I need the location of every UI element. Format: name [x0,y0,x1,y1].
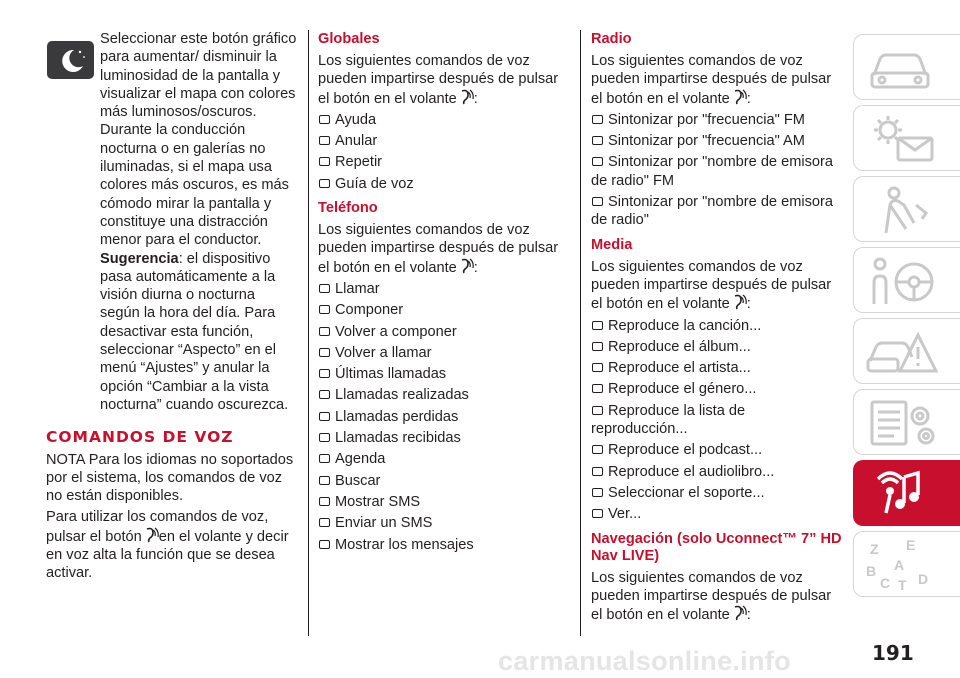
list-item-label: Ver... [608,506,642,523]
tab-starting-driving[interactable] [853,247,960,313]
heading-navegacion: Navegación (solo Uconnect™ 7” HD Nav LIVE) [591,530,842,564]
list-item [318,386,570,404]
usage-text-before: Para utilizar los comandos de voz, pulsar el botón [46,509,269,545]
checkbox-bullet [319,518,330,527]
list-item-label: Volver a componer [335,323,457,340]
list-item [591,484,843,502]
tab-safety[interactable] [853,176,960,242]
usage-paragraph [46,508,298,582]
checkbox-bullet [592,363,603,372]
list-item-label: Sintonizar por "nombre de emisora de radio" FM [591,154,834,189]
column-left [46,30,298,586]
column-divider [308,30,309,636]
tip-text: : el dispositivo pasa automáticamente a la visión diurna o nocturna según la hora del día. Para desactivar esta función, seleccionar “Aspecto” en el menú “Ajustes” y anular la opción “Cambiar a la vista nocturna” cuando oscurezca. [100,250,289,413]
telefono-intro-text: Los siguientes comandos de voz pueden impartirse después de pulsar el botón en el volante [318,222,559,276]
list-item [318,493,570,511]
car-dashboard-icon [864,41,944,95]
list-item [591,402,843,439]
list-item-label: Reproduce la lista de reproducción... [591,402,746,438]
alphabetical-index-icon [864,538,944,592]
list-item-label: Guía de voz [335,175,414,192]
nav-intro-text: Los siguientes comandos de voz pueden impartirse después de pulsar el botón en el volante [591,569,832,624]
list-item [318,175,570,193]
tip-label: Sugerencia [100,250,179,267]
list-item [318,429,570,447]
list-item-label: Repetir [335,154,383,171]
list-item-label: Anular [335,133,378,150]
checkbox-bullet [592,197,603,206]
list-item [591,505,843,523]
voice-button-icon [457,89,474,105]
svg-text:B: B [866,563,877,579]
heading-media: Media [591,236,633,253]
list-item-label: Buscar [335,472,381,489]
list-item [591,193,843,230]
checkbox-bullet [592,157,603,166]
telefono-intro [318,221,570,277]
list-item-label: Sintonizar por "frecuencia" AM [608,133,805,150]
list-item [318,323,570,341]
list-item-label: Agenda [335,451,386,468]
list-item-label: Sintonizar por "frecuencia" FM [608,111,805,128]
tab-emergency[interactable] [853,318,960,384]
watermark: carmanualsonline.info [498,646,791,676]
voice-button-icon [457,258,474,274]
list-item-label: Reproduce el artista... [608,360,751,377]
media-intro [591,258,843,314]
list-item-label: Sintonizar por "nombre de emisora de radio" [591,194,834,229]
checkbox-bullet [319,390,330,399]
list-item [318,450,570,468]
list-item-label: Reproduce el álbum... [608,338,751,355]
list-item-label: Mostrar SMS [335,493,421,510]
column-right [591,30,843,627]
radio-intro [591,52,843,108]
list-item-label: Enviar un SMS [335,515,433,532]
checkbox-bullet [319,540,330,549]
radio-intro-text: Los siguientes comandos de voz pueden impartirse después de pulsar el botón en el volante [591,53,832,107]
list-item-label: Volver a llamar [335,344,432,361]
night-mode-button-icon [47,41,94,79]
checkbox-bullet [319,305,330,314]
checkbox-bullet [319,115,330,124]
list-item-label: Ayuda [335,111,377,128]
colon: : [473,90,478,107]
list-item-label: Reproduce el género... [608,381,757,398]
list-item [591,463,843,481]
tab-multimedia[interactable] [853,460,960,526]
checkbox-bullet [319,497,330,506]
list-item [318,301,570,319]
page-number: 191 [872,641,914,665]
checkbox-bullet [592,445,603,454]
globales-intro-text: Los siguientes comandos de voz pueden impartirse después de pulsar el botón en el volante [318,53,559,107]
tab-maintenance[interactable] [853,389,960,455]
list-item [318,365,570,383]
list-item [591,441,843,459]
voice-button-icon [730,605,747,621]
checkbox-bullet [319,327,330,336]
svg-text:T: T [898,577,907,592]
list-item-label: Seleccionar el soporte... [608,484,765,501]
warning-lights-icon [864,112,944,166]
checkbox-bullet [592,509,603,518]
tab-index[interactable] [853,531,960,597]
media-intro-text: Los siguientes comandos de voz pueden impartirse después de pulsar el botón en el volante [591,258,832,313]
section-title-voice-commands: COMANDOS DE VOZ [46,428,234,447]
colon: : [473,259,478,276]
voice-button-icon [730,89,747,105]
checkbox-bullet [319,412,330,421]
tab-warning-lights[interactable] [853,105,960,171]
checkbox-bullet [319,454,330,463]
list-item [318,132,570,150]
svg-text:A: A [894,557,905,573]
nav-intro [591,569,843,625]
list-item [591,153,843,190]
voice-button-icon [142,527,159,543]
list-item-label: Mostrar los mensajes [335,536,474,553]
checkbox-bullet [592,488,603,497]
list-item [591,111,843,129]
list-item [591,132,843,150]
breakdown-triangle-icon [864,325,944,379]
multimedia-icon [864,467,944,521]
checkbox-bullet [592,406,603,415]
list-item [318,408,570,426]
checkbox-bullet [319,433,330,442]
globales-intro [318,52,570,108]
night-mode-paragraph [46,30,298,414]
checkbox-bullet [592,384,603,393]
heading-globales: Globales [318,31,380,47]
heading-telefono: Teléfono [318,200,378,217]
list-item-label: Llamadas realizadas [335,387,469,404]
svg-text:Z: Z [870,541,879,557]
tab-dashboard[interactable] [853,34,960,100]
list-item [591,380,843,398]
list-item-label: Llamadas recibidas [335,430,461,447]
list-item [318,153,570,171]
list-item-label: Reproduce el podcast... [608,442,763,459]
list-item [318,111,570,129]
list-item [318,472,570,490]
svg-text:C: C [880,575,891,591]
key-steering-wheel-icon [864,254,944,308]
checkbox-bullet [319,179,330,188]
checkbox-bullet [592,115,603,124]
checkbox-bullet [319,157,330,166]
checkbox-bullet [592,467,603,476]
usage-text-after: en el volante y decir en voz alta la función que se desea activar. [46,528,289,582]
list-item-label: Componer [335,302,404,319]
list-item [318,344,570,362]
colon: : [746,607,751,624]
checkbox-bullet [592,136,603,145]
svg-text:E: E [906,538,916,553]
note-text: NOTA Para los idiomas no soportados por el sistema, los comandos de voz no están disponibles. [46,451,294,505]
checkbox-bullet [592,342,603,351]
list-item-label: Reproduce el audiolibro... [608,463,775,480]
list-item [318,514,570,532]
colon: : [746,296,751,313]
checkbox-bullet [319,369,330,378]
checkbox-bullet [319,348,330,357]
checkbox-bullet [592,321,603,330]
checkbox-bullet [319,284,330,293]
list-item-label: Llamadas perdidas [335,408,459,425]
night-mode-text: Seleccionar este botón gráfico para aumentar/ disminuir la luminosidad de la pantalla y visualizar el mapa con colores más luminosos/oscuros. Durante la conducción nocturna o en galerías no iluminadas, si el mapa usa colores más oscuros, es más cómodo mirar la pantalla y constituye una distracción menor para el conductor. [100,31,297,249]
colon: : [746,90,751,107]
svg-text:D: D [918,571,929,587]
checkbox-bullet [319,476,330,485]
list-item [591,359,843,377]
list-item [318,536,570,554]
list-item [318,280,570,298]
heading-radio: Radio [591,31,632,47]
checkbox-bullet [319,136,330,145]
list-item [591,338,843,356]
column-divider [580,30,581,636]
list-item-label: Reproduce la canción... [608,317,762,334]
seatbelt-airbag-icon [864,183,944,237]
maintenance-specs-icon [864,396,944,450]
list-item-label: Últimas llamadas [335,366,447,383]
list-item-label: Llamar [335,280,380,297]
voice-button-icon [730,294,747,310]
list-item [591,317,843,335]
column-middle [318,30,570,554]
